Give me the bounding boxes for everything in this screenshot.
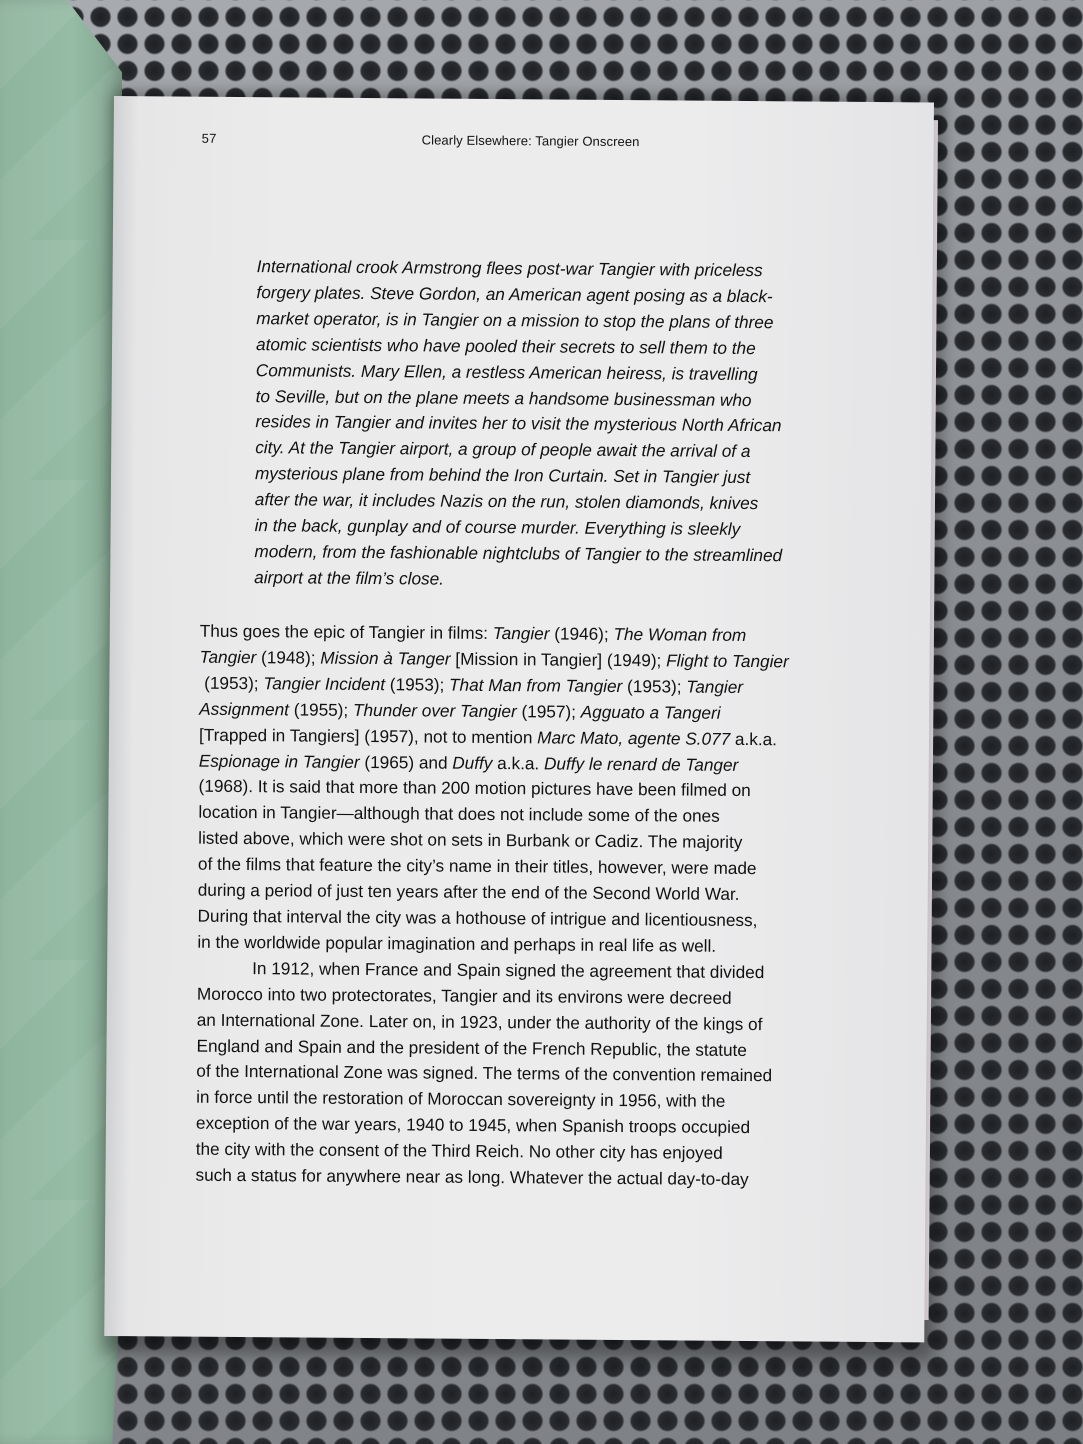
film-title: Tangier [199,646,257,668]
film-title: Agguato a Tangeri [580,701,721,723]
text-run: (1955); [288,699,354,720]
running-head: Clearly Elsewhere: Tangier Onscreen [421,132,640,150]
paragraph-line: the city with the consent of the Third Reich. No other city has enjoyed [195,1138,723,1163]
paragraph-line: In 1912, when France and Spain signed the agreement that divided [252,957,765,982]
text-run: (1948); [256,647,321,668]
film-title: Mission à Tanger [320,647,451,669]
film-title: Assignment [199,698,290,720]
film-title: Duffy le renard de Tanger [543,752,739,775]
paragraph-line: location in Tangier—although that does not include some of the ones [198,802,720,827]
paragraph-line: (1968). It is said that more than 200 motion pictures have been filmed on [198,776,751,801]
paragraph-line: in force until the restoration of Moroccan sovereignty in 1956, with the [196,1086,726,1112]
text-run: [Trapped in Tangiers] (1957), not to mention [198,724,538,747]
paragraph-line: listed above, which were shot on sets in Burbank or Cadiz. The majority [198,827,743,853]
text-run: a.k.a. [730,728,778,749]
quote-line: in the back, gunplay and of course murder. Everything is sleekly [254,515,741,539]
body-text [195,619,869,1194]
film-title: Espionage in Tangier [198,750,360,772]
film-title: That Man from Tangier [449,674,623,696]
text-run: (1953); [199,672,264,694]
text-run: (1965) and [359,751,453,773]
quote-line: modern, from the fashionable nightclubs of Tangier to the streamlined [254,541,783,566]
film-title: Flight to Tangier [666,650,789,672]
paragraph-line: exception of the war years, 1940 to 1945, when Spanish troops occupied [195,1112,751,1138]
paragraph-line: During that interval the city was a hothouse of intrigue and licentiousness, [197,905,758,931]
text-run: (1953); [384,673,450,695]
quote-line: mysterious plane from behind the Iron Curtain. Set in Tangier just [254,463,751,488]
quote-line: to Seville, but on the plane meets a handsome businessman who [255,385,752,410]
film-title: The Woman from [613,623,747,645]
film-title: Tangier [492,622,550,644]
paragraph-line: Morocco into two protectorates, Tangier and its environs were decreed [196,983,732,1008]
quote-line: after the war, it includes Nazis on the run, stolen diamonds, knives [254,489,759,514]
quote-line: airport at the film’s close. [254,566,445,589]
film-title: Duffy [452,752,493,773]
book-page [104,96,934,1342]
text-run: Thus goes the epic of Tangier in films: [199,620,493,643]
quote-line: market operator, is in Tangier on a mission to stop the plans of three [256,307,774,332]
text-run: a.k.a. [492,752,545,773]
film-title: Marc Mato, agente S.077 [537,726,731,749]
text-run: (1946); [549,623,614,644]
paragraph-line: such a status for anywhere near as long. Whatever the actual day-to-day [195,1164,749,1190]
quote-line: International crook Armstrong flees post-war Tangier with priceless [256,256,763,281]
quote-line: resides in Tangier and invites her to visit the mysterious North African [255,411,782,436]
block-quote [254,254,867,596]
paragraph-line: of the International Zone was signed. The terms of the convention remained [196,1061,773,1086]
quote-line: atomic scientists who have pooled their secrets to sell them to the [255,333,756,358]
paragraph-line: an International Zone. Later on, in 1923, under the authority of the kings of [196,1009,763,1034]
quote-line: forgery plates. Steve Gordon, an American agent posing as a black- [256,282,773,307]
paragraph-line: during a period of just ten years after the end of the Second World War. [197,879,740,904]
film-title: Thunder over Tangier [352,699,517,721]
paragraph-line: England and Spain and the president of the French Republic, the statute [196,1035,748,1060]
film-title: Tangier [686,676,744,697]
text-run: [Mission in Tangier] (1949); [450,648,667,671]
quote-line: city. At the Tangier airport, a group of people await the arrival of a [255,437,751,462]
paragraph-line: of the films that feature the city’s name in their titles, however, were made [197,853,757,879]
quote-line: Communists. Mary Ellen, a restless American heiress, is travelling [255,359,758,384]
text-run: (1957); [516,700,581,722]
paragraph-line: in the worldwide popular imagination and perhaps in real life as well. [197,931,717,956]
page-number: 57 [201,130,217,146]
text-run: (1953); [622,675,687,697]
film-title: Tangier Incident [263,673,386,694]
